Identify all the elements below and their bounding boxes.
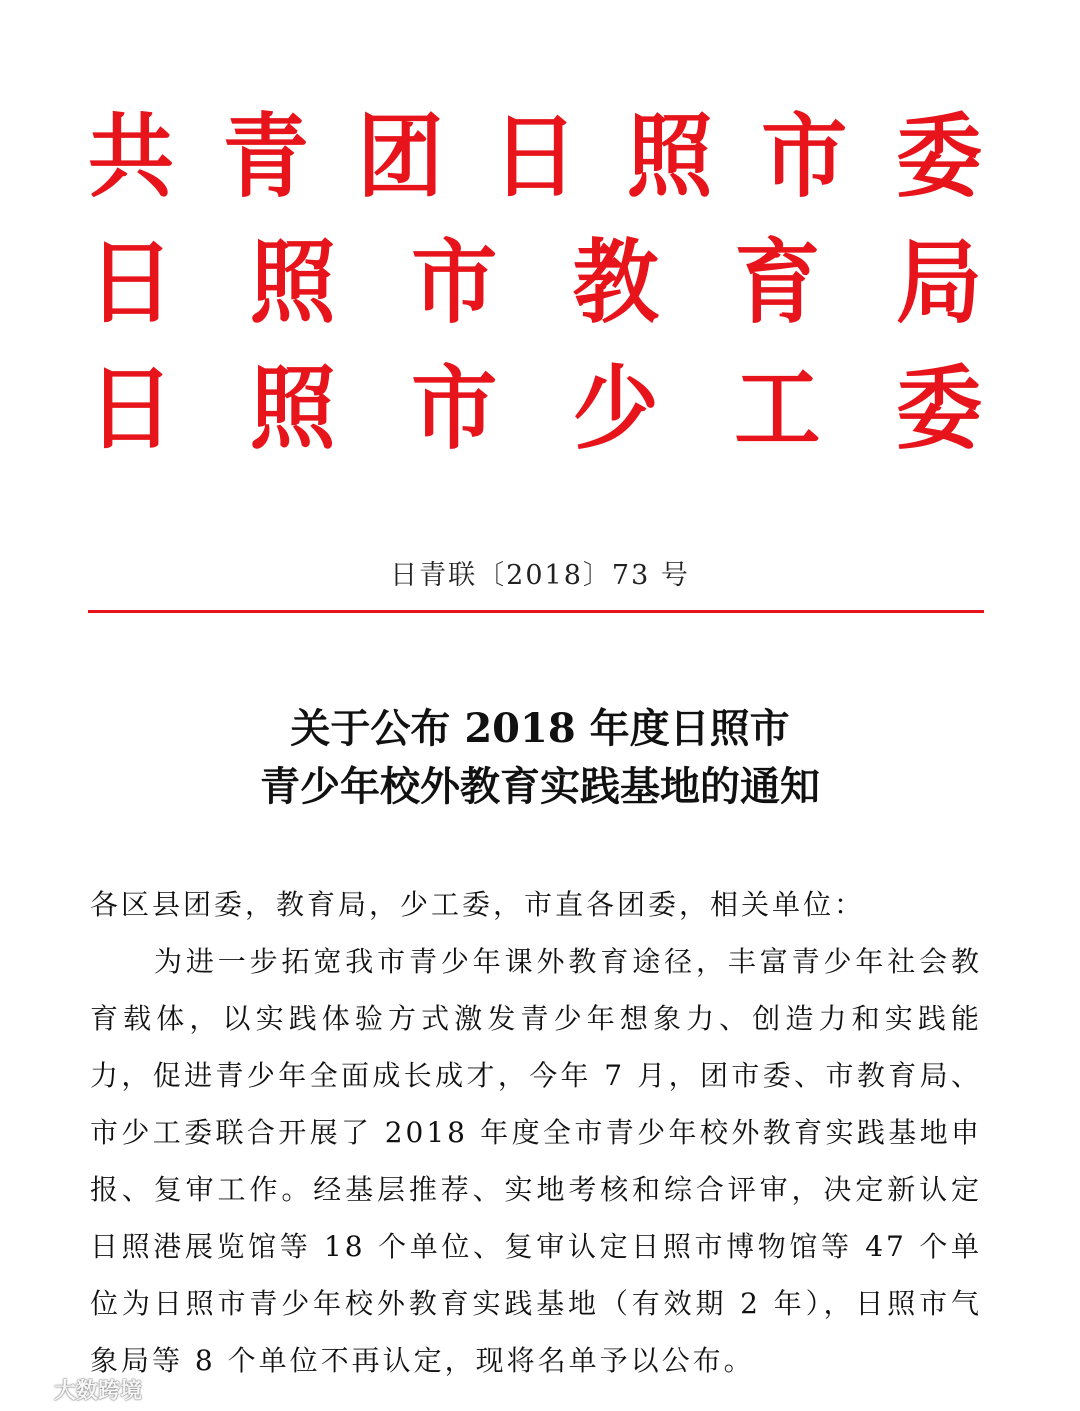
salutation: 各区县团委，教育局，少工委，市直各团委，相关单位： bbox=[90, 888, 866, 921]
letterhead bbox=[88, 103, 982, 486]
letterhead-char: 日 bbox=[491, 103, 578, 211]
red-divider bbox=[88, 610, 984, 613]
letterhead-char: 照 bbox=[626, 103, 713, 211]
title-line-1: 关于公布 2018 年度日照市 bbox=[290, 705, 790, 752]
letterhead-char: 团 bbox=[357, 103, 444, 211]
watermark-text: 大数跨境 bbox=[54, 1378, 143, 1404]
letterhead-char: 日 bbox=[88, 355, 174, 463]
platform-logo-icon bbox=[8, 1377, 48, 1401]
letterhead-char: 青 bbox=[222, 103, 309, 211]
letterhead-char: 育 bbox=[734, 229, 821, 337]
letterhead-line-1 bbox=[88, 103, 982, 234]
title-line-2: 青少年校外教育实践基地的通知 bbox=[260, 763, 820, 810]
letterhead-char: 照 bbox=[249, 355, 336, 463]
letterhead-char: 委 bbox=[895, 103, 982, 211]
letterhead-char: 日 bbox=[88, 229, 174, 337]
letterhead-char: 市 bbox=[411, 355, 498, 463]
document-title bbox=[0, 700, 1080, 816]
document-body bbox=[90, 876, 982, 1389]
letterhead-char: 教 bbox=[572, 229, 659, 337]
letterhead-char: 少 bbox=[572, 355, 659, 463]
letterhead-char: 委 bbox=[895, 355, 982, 463]
letterhead-line-3 bbox=[88, 355, 982, 486]
letterhead-char: 市 bbox=[761, 103, 848, 211]
letterhead-char: 共 bbox=[88, 103, 174, 211]
letterhead-char: 照 bbox=[249, 229, 336, 337]
letterhead-char: 局 bbox=[895, 229, 982, 337]
body-paragraph: 为进一步拓宽我市青少年课外教育途径，丰富青少年社会教育载体，以实践体验方式激发青少年想象力、创造力和实践能力，促进青少年全面成长成才，今年 7 月，团市委、市教育局、市少工委联合开展了 2018 年度全市青少年校外教育实践基地申报、复审工作。经基层推荐、实地考核和综合评审，决定新认定日照港展览馆等 18 个单位、复审认定日照市博物馆等 47 个单位为日照市青少年校外教育实践基地（有效期 2 年），日照市气象局等 8 个单位不再认定，现将名单予以公布。 bbox=[90, 945, 982, 1377]
letterhead-char: 工 bbox=[734, 355, 821, 463]
document-number: 日青联〔2018〕73 号 bbox=[390, 560, 690, 591]
letterhead-char: 市 bbox=[411, 229, 498, 337]
letterhead-line-2 bbox=[88, 229, 982, 360]
watermark bbox=[8, 1374, 142, 1404]
